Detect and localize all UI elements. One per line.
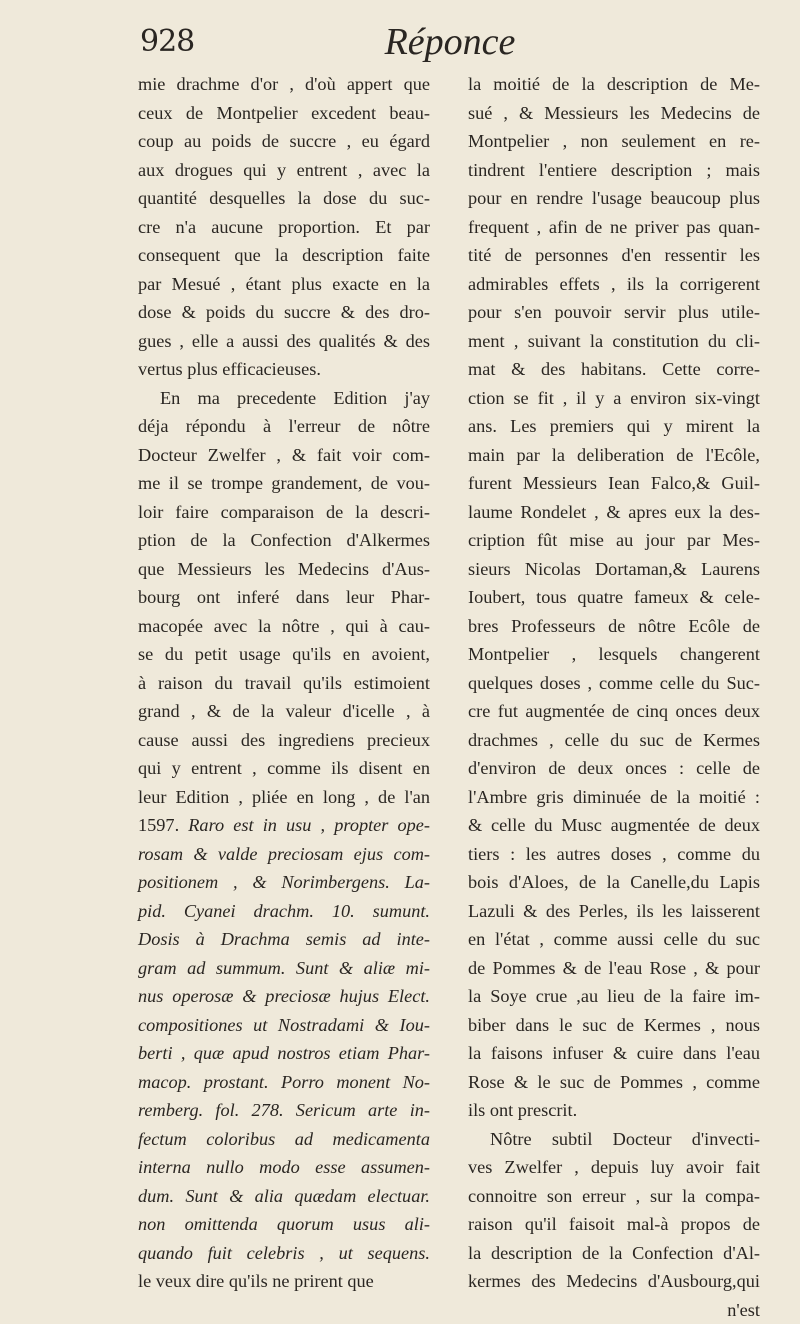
text-line: se du petit usage qu'ils en avoient, [138,640,430,669]
text-line: ils ont prescrit. [468,1096,760,1125]
text-line: grand , & de la valeur d'icelle , à [138,697,430,726]
text-line: le veux dire qu'ils ne prirent que [138,1267,430,1296]
text-line: gram ad summum. Sunt & aliæ mi- [138,954,430,983]
text-line: cre n'a aucune proportion. Et par [138,213,430,242]
text-line: Montpelier , non seulement en re- [468,127,760,156]
text-line: positionem , & Norimbergens. La- [138,868,430,897]
text-line: qui y entrent , comme ils disent en [138,754,430,783]
text-line: cause aussi des ingrediens precieux [138,726,430,755]
text-line: de Pommes & de l'eau Rose , & pour [468,954,760,983]
text-line: Nôtre subtil Docteur d'invecti- [468,1125,760,1154]
text-line: frequent , afin de ne priver pas quan- [468,213,760,242]
text-line: n'est [468,1296,760,1324]
text-line: ption de la Confection d'Alkermes [138,526,430,555]
text-line: drachmes , celle du suc de Kermes [468,726,760,755]
text-line: consequent que la description faite [138,241,430,270]
text-line: quelques doses , comme celle du Suc- [468,669,760,698]
text-line: En ma precedente Edition j'ay [138,384,430,413]
text-line: Rose & le suc de Pommes , comme [468,1068,760,1097]
text-line: bourg ont inferé dans leur Phar- [138,583,430,612]
text-line: fectum coloribus ad medicamenta [138,1125,430,1154]
text-line: sué , & Messieurs les Medecins de [468,99,760,128]
text-line: me il se trompe grandement, de vou- [138,469,430,498]
text-line: coup au poids de succre , eu égard [138,127,430,156]
text-line: Ioubert, tous quatre fameux & cele- [468,583,760,612]
text-line: laume Rondelet , & apres eux la des- [468,498,760,527]
text-line: d'environ de deux onces : celle de [468,754,760,783]
text-line: quando fuit celebris , ut sequens. [138,1239,430,1268]
text-line: connoitre son erreur , sur la compa- [468,1182,760,1211]
text-line: non omittenda quorum usus ali- [138,1210,430,1239]
text-line: Lazuli & des Perles, ils les laisserent [468,897,760,926]
text-line: pour en rendre l'usage beaucoup plus [468,184,760,213]
text-line: macop. prostant. Porro monent No- [138,1068,430,1097]
text-line: la description de la Confection d'Al- [468,1239,760,1268]
text-line: admirables effets , ils la corrigerent [468,270,760,299]
text-line: nus operosæ & preciosæ hujus Elect. [138,982,430,1011]
text-line: déja répondu à l'erreur de nôtre [138,412,430,441]
text-line: raison qu'il faisoit mal-à propos de [468,1210,760,1239]
text-line: dose & poids du succre & des dro- [138,298,430,327]
text-line: ans. Les premiers qui y mirent la [468,412,760,441]
text-line: compositiones ut Nostradami & Iou- [138,1011,430,1040]
text-line: tiers : les autres doses , comme du [468,840,760,869]
text-line: Docteur Zwelfer , & fait voir com- [138,441,430,470]
text-line: gues , elle a aussi des qualités & des [138,327,430,356]
text-line: interna nullo modo esse assumen- [138,1153,430,1182]
text-line: ction se fit , il y a environ six-vingt [468,384,760,413]
text-line: 1597. Raro est in usu , propter ope- [138,811,430,840]
text-line: & celle du Musc augmentée de deux [468,811,760,840]
text-line: mat & des habitans. Cette corre- [468,355,760,384]
text-line: l'Ambre gris diminuée de la moitié : [468,783,760,812]
text-line: pour s'en pouvoir servir plus utile- [468,298,760,327]
text-line: aux drogues qui y entrent , avec la [138,156,430,185]
text-line: tité de personnes d'en ressentir les [468,241,760,270]
text-line: berti , quæ apud nostros etiam Phar- [138,1039,430,1068]
text-line: kermes des Medecins d'Ausbourg,qui [468,1267,760,1296]
text-line: loir faire comparaison de la descri- [138,498,430,527]
text-line: cre fut augmentée de cinq onces deux [468,697,760,726]
text-line: main par la deliberation de l'Ecôle, [468,441,760,470]
text-line: macopée avec la nôtre , qui à cau- [138,612,430,641]
text-line: mie drachme d'or , d'où appert que [138,70,430,99]
right-text-column [468,70,760,1324]
running-head: Réponce [140,20,760,64]
text-line: par Mesué , étant plus exacte en la [138,270,430,299]
text-line: rosam & valde preciosam ejus com- [138,840,430,869]
text-line: leur Edition , pliée en long , de l'an [138,783,430,812]
text-line: bres Professeurs de nôtre Ecôle de [468,612,760,641]
text-line: ves Zwelfer , depuis luy avoir fait [468,1153,760,1182]
text-line: bois d'Aloes, de la Canelle,du Lapis [468,868,760,897]
text-line: tindrent l'entiere description ; mais [468,156,760,185]
text-line: que Messieurs les Medecins d'Aus- [138,555,430,584]
text-line: la faisons infuser & cuire dans l'eau [468,1039,760,1068]
text-line: la Soye crue ,au lieu de la faire im- [468,982,760,1011]
text-line: remberg. fol. 278. Sericum arte in- [138,1096,430,1125]
text-line: biber dans le suc de Kermes , nous [468,1011,760,1040]
text-line: à raison du travail qu'ils estimoient [138,669,430,698]
text-line: Montpelier , lesquels changerent [468,640,760,669]
text-line: pid. Cyanei drachm. 10. sumunt. [138,897,430,926]
page-number: 928 [140,24,194,59]
text-line: Dosis à Drachma semis ad inte- [138,925,430,954]
text-line: ceux de Montpelier excedent beau- [138,99,430,128]
text-line: dum. Sunt & alia quædam electuar. [138,1182,430,1211]
text-line: la moitié de la description de Me- [468,70,760,99]
text-line: sieurs Nicolas Dortaman,& Laurens [468,555,760,584]
text-line: ment , suivant la constitution du cli- [468,327,760,356]
left-text-column [138,70,430,1296]
text-line: cription fût mise au jour par Mes- [468,526,760,555]
page-header [140,20,760,72]
text-line: furent Messieurs Iean Falco,& Guil- [468,469,760,498]
text-line: quantité desquelles la dose du suc- [138,184,430,213]
text-line: en l'état , comme aussi celle du suc [468,925,760,954]
text-line: vertus plus efficacieuses. [138,355,430,384]
